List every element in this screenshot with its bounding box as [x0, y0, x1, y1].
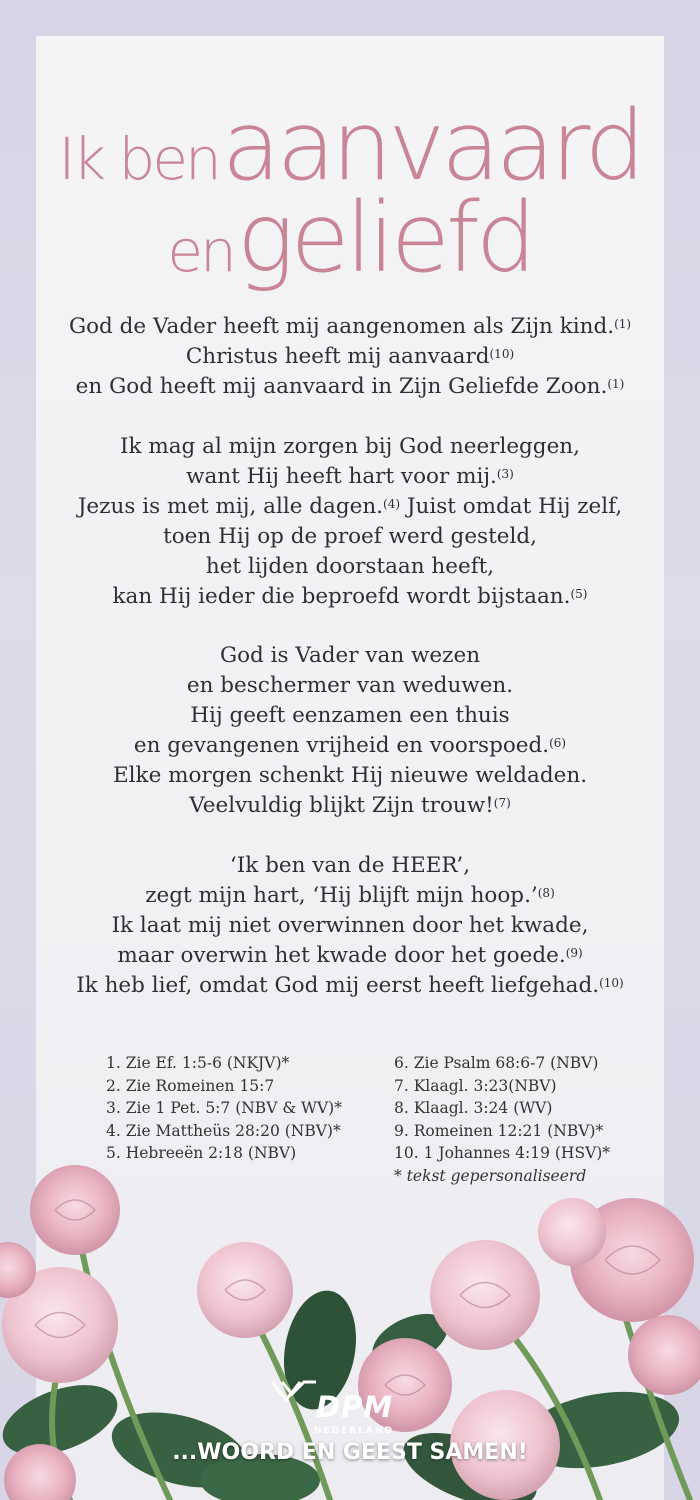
reference-item: 10. 1 Johannes 4:19 (HSV)*: [394, 1144, 611, 1163]
verse-line: het lijden doorstaan heeft,: [205, 554, 495, 579]
reference-item: 9. Romeinen 12:21 (NBV)*: [394, 1121, 604, 1140]
verse-line: maar overwin het kwade door het goede.: [117, 943, 566, 968]
verse-line-tail: Juist omdat Hij zelf,: [400, 494, 623, 519]
verse-text: [40, 312, 660, 1031]
footnote-marker: (10): [489, 347, 515, 361]
verse-line: en God heeft mij aanvaard in Zijn Geliefde Zoon.: [75, 374, 608, 399]
dpm-logo-icon: [270, 1378, 318, 1408]
references-note: * tekst gepersonaliseerd: [394, 1166, 587, 1185]
verse-line: Ik heb lief, omdat God mij eerst heeft liefgehad.: [76, 973, 600, 998]
footnote-marker: (1): [607, 377, 625, 391]
reference-item: 6. Zie Psalm 68:6-7 (NBV): [394, 1054, 599, 1072]
stanza: [40, 851, 660, 1001]
reference-item: 8. Klaagl. 3:24 (WV): [394, 1099, 553, 1118]
verse-line: en beschermer van weduwen.: [186, 673, 514, 698]
verse-line: Veelvuldig blijkt Zijn trouw!: [189, 793, 494, 818]
reference-item: 5. Hebreeën 2:18 (NBV): [106, 1144, 297, 1163]
title-word-en: en: [167, 217, 234, 285]
reference-item: 1. Zie Ef. 1:5-6 (NKJV)*: [106, 1054, 290, 1072]
verse-line: God is Vader van wezen: [219, 643, 481, 668]
tagline: ...WOORD EN GEEST SAMEN!: [172, 1440, 528, 1465]
stanza: [40, 432, 660, 612]
reference-item: 2. Zie Romeinen 15:7: [106, 1076, 275, 1095]
logo-subtitle: NEDERLAND: [314, 1426, 394, 1436]
verse-line: Ik mag al mijn zorgen bij God neerleggen,: [120, 434, 580, 459]
title-word-geliefd: geliefd: [236, 182, 533, 294]
stanza: [40, 641, 660, 821]
verse-line: Elke morgen schenkt Hij nieuwe weldaden.: [112, 763, 588, 788]
logo-name: DPM: [316, 1390, 394, 1424]
references-left: [106, 1052, 342, 1165]
verse-line: Christus heeft mij aanvaard: [185, 344, 490, 369]
footnote-marker: (7): [493, 796, 511, 810]
reference-item: 4. Zie Mattheüs 28:20 (NBV)*: [106, 1121, 341, 1140]
verse-line: zegt mijn hart, ‘Hij blijft mijn hoop.’: [145, 883, 538, 908]
stanza: [40, 312, 660, 402]
verse-line: Hij geeft eenzamen een thuis: [190, 703, 510, 728]
verse-line: en gevangenen vrijheid en voorspoed.: [133, 733, 550, 758]
footnote-marker: (4): [383, 497, 401, 511]
verse-line: toen Hij op de proef werd gesteld,: [163, 524, 537, 549]
footnote-marker: (6): [549, 736, 567, 750]
verse-line: want Hij heeft hart voor mij.: [186, 464, 497, 489]
verse-line: ‘Ik ben van de HEER’,: [229, 853, 471, 878]
reference-item: 3. Zie 1 Pet. 5:7 (NBV & WV)*: [106, 1099, 342, 1118]
verse-line: Ik laat mij niet overwinnen door het kwade,: [111, 913, 589, 938]
verse-line: kan Hij ieder die beproefd wordt bijstaan.: [112, 584, 571, 609]
title-word-ik-ben: Ik ben: [58, 125, 219, 193]
title-word-aanvaard: aanvaard: [221, 90, 642, 202]
footnote-marker: (5): [570, 587, 588, 601]
footnote-marker: (9): [565, 946, 583, 960]
reference-item: 7. Klaagl. 3:23(NBV): [394, 1076, 557, 1095]
footnote-marker: (8): [537, 886, 555, 900]
footnote-marker: (3): [496, 467, 514, 481]
verse-line: Jezus is met mij, alle dagen.: [77, 494, 384, 519]
verse-line: God de Vader heeft mij aangenomen als Zijn kind.: [68, 314, 615, 339]
footnote-marker: (10): [599, 976, 624, 990]
footnote-marker: (1): [614, 317, 632, 331]
title-line-2: [0, 182, 700, 294]
